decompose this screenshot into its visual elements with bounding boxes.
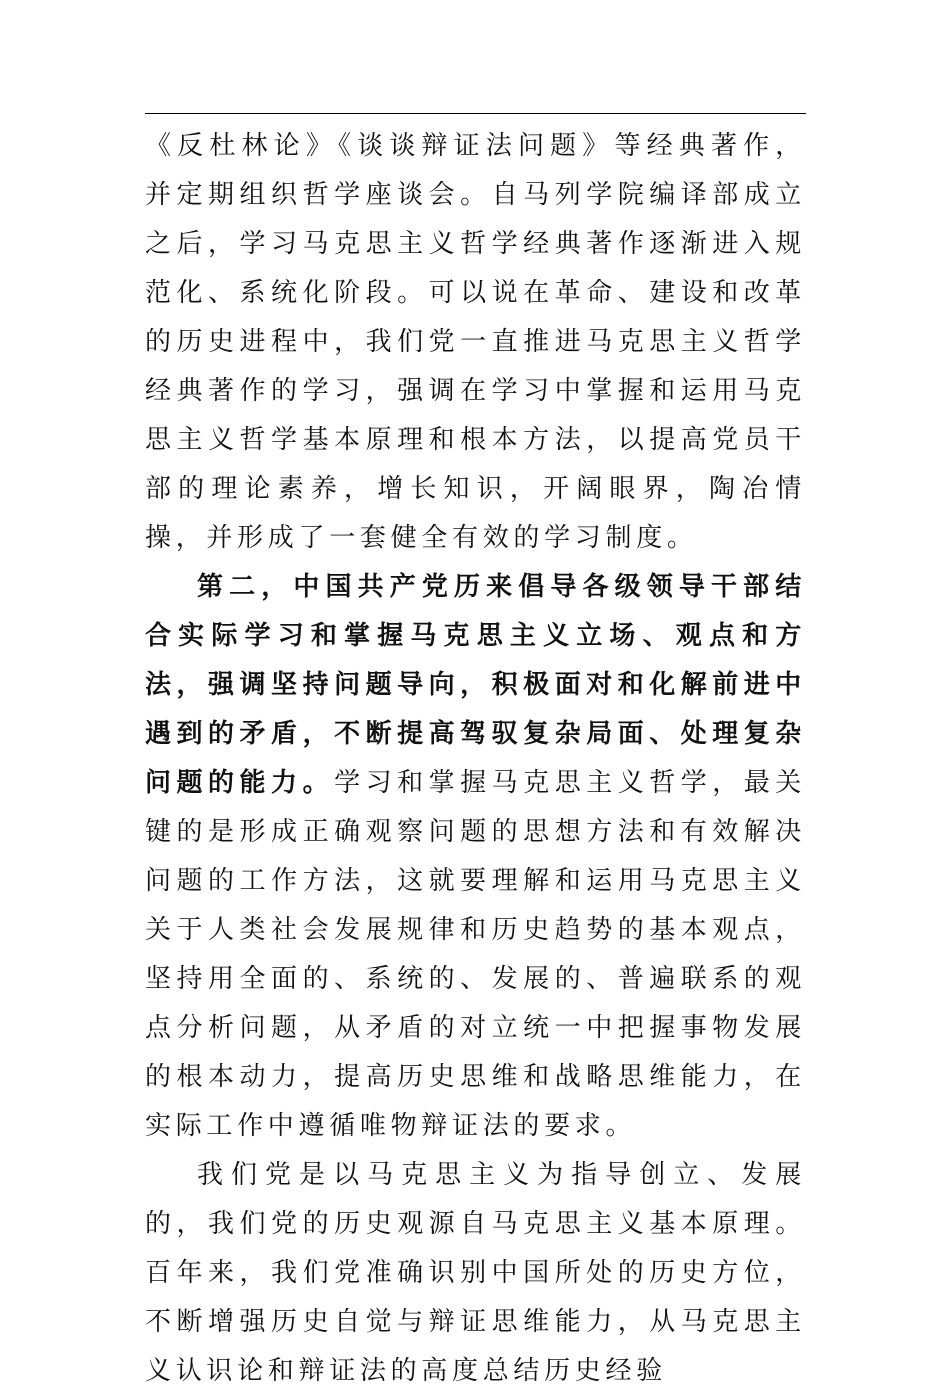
paragraph-3 bbox=[145, 1151, 806, 1396]
paragraph-2-bold-lead: 第二，中国共产党历来倡导各级领导干部结合实际学习和掌握马克思主义立场、观点和方法，强调坚持问题导向，积极面对和化解前进中遇到的矛盾，不断提高驾驭复杂局面、处理复杂问题的能力。 bbox=[145, 572, 806, 798]
paragraph-1-text: 《反杜林论》《谈谈辩证法问题》等经典著作，并定期组织哲学座谈会。自马列学院编译部成立之后，学习马克思主义哲学经典著作逐渐进入规范化、系统化阶段。可以说在革命、建设和改革的历史进程中，我们党一直推进马克思主义哲学经典著作的学习，强调在学习中掌握和运用马克思主义哲学基本原理和根本方法，以提高党员干部的理论素养，增长知识，开阔眼界，陶冶情操，并形成了一套健全有效的学习制度。 bbox=[145, 131, 806, 553]
paragraph-2 bbox=[145, 563, 806, 1151]
header-rule bbox=[145, 113, 806, 114]
paragraph-2-text: 学习和掌握马克思主义哲学，最关键的是形成正确观察问题的思想方法和有效解决问题的工作方法，这就要理解和运用马克思主义关于人类社会发展规律和历史趋势的基本观点，坚持用全面的、系统的、发展的、普遍联系的观点分析问题，从矛盾的对立统一中把握事物发展的根本动力，提高历史思维和战略思维能力，在实际工作中遵循唯物辩证法的要求。 bbox=[145, 768, 806, 1141]
paragraph-3-text: 我们党是以马克思主义为指导创立、发展的，我们党的历史观源自马克思主义基本原理。百年来，我们党准确识别中国所处的历史方位，不断增强历史自觉与辩证思维能力，从马克思主义认识论和辩证法的高度总结历史经验 bbox=[145, 1160, 806, 1386]
paragraph-1 bbox=[145, 122, 806, 563]
document-body bbox=[145, 122, 806, 1396]
